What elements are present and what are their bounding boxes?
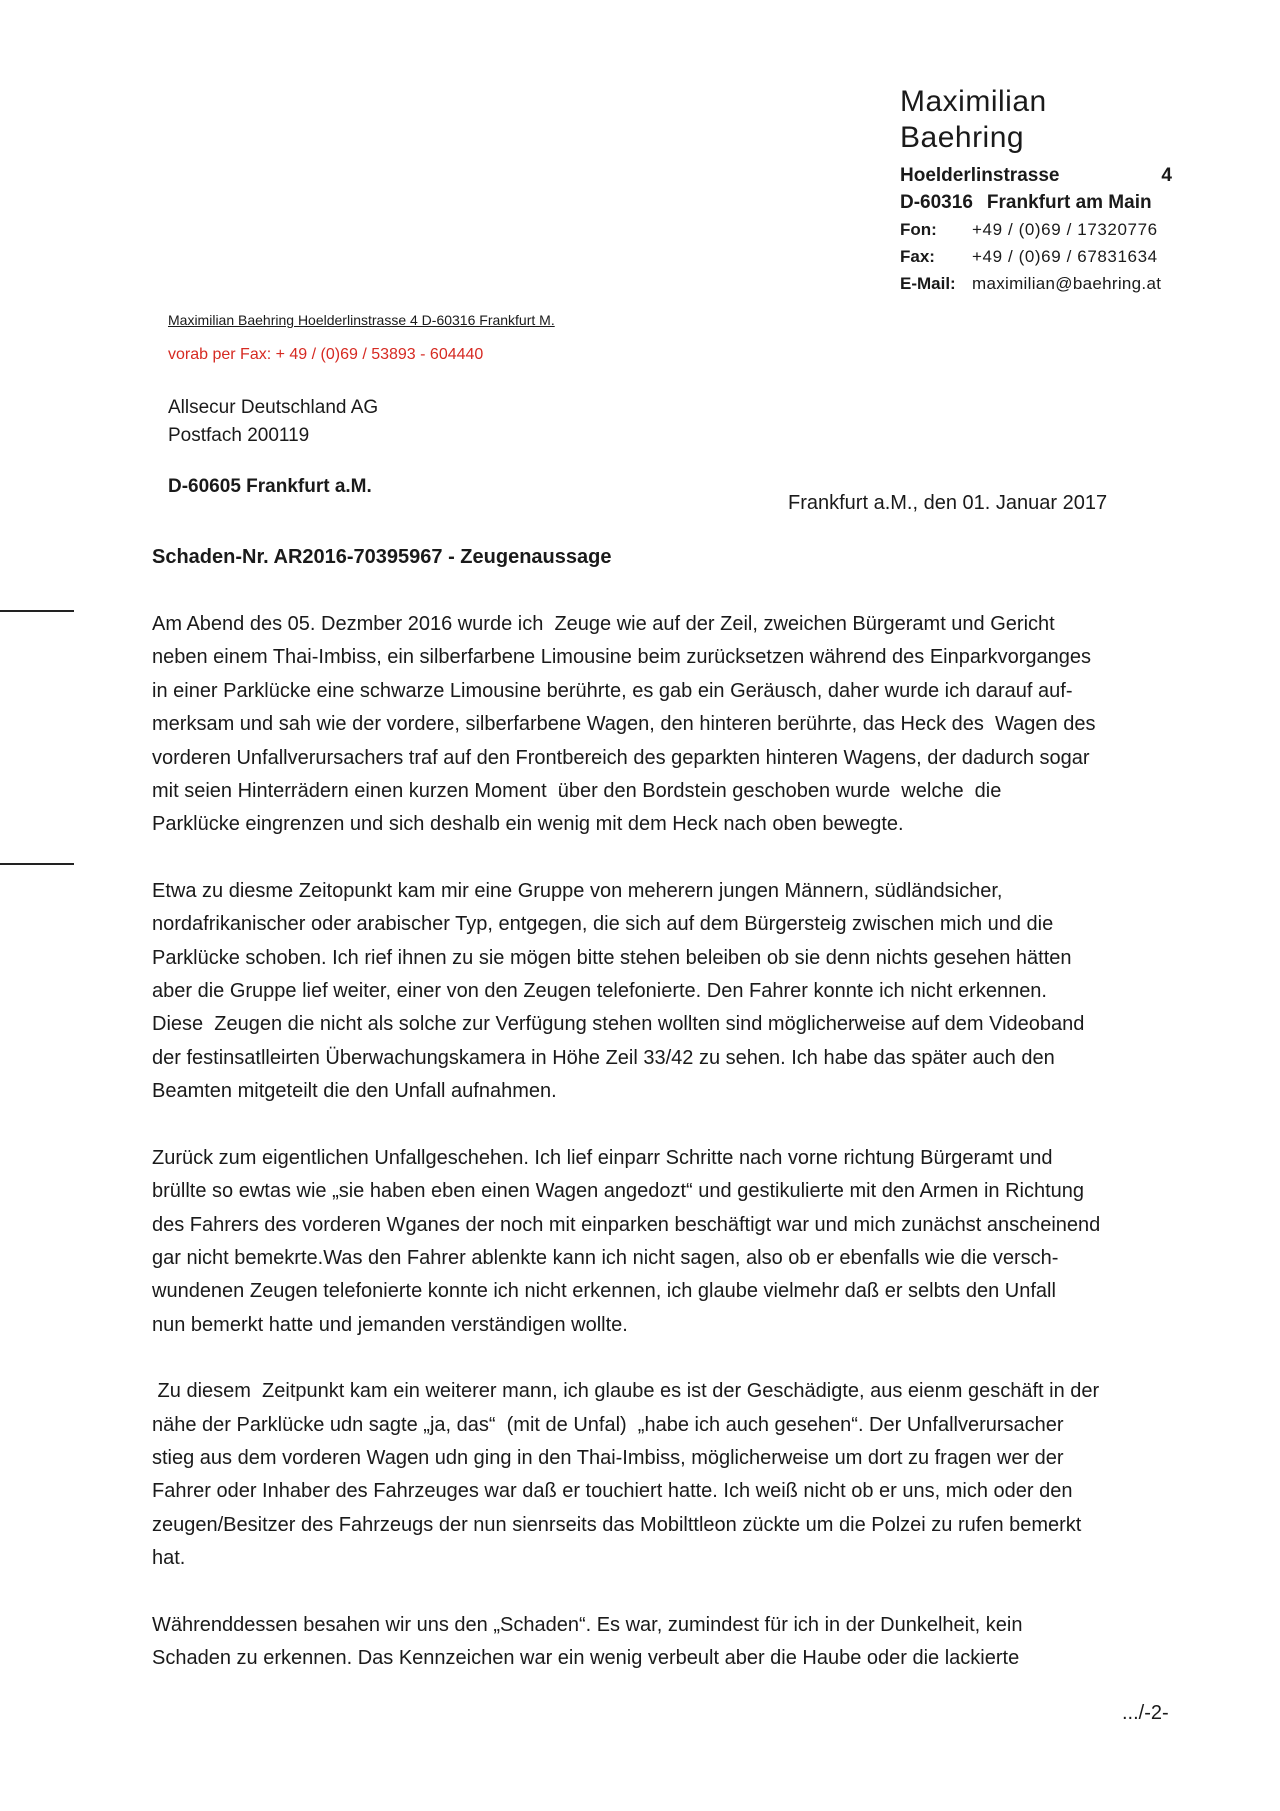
- paragraph-line: Am Abend des 05. Dezmber 2016 wurde ich Zeuge wie auf der Zeil, zweichen Bürgeramt und Gericht: [152, 613, 1055, 635]
- sender-street-row: [900, 162, 1172, 189]
- fax-number: +49 / (0)69 / 67831634: [972, 247, 1158, 266]
- subject-line: Schaden-Nr. AR2016-70395967 - Zeugenaussage: [152, 546, 612, 568]
- body-paragraph: [152, 1375, 1182, 1575]
- paragraph-line: Zu diesem Zeitpunkt kam ein weiterer mann, ich glaube es ist der Geschädigte, aus eienm geschäft in der: [152, 1380, 1100, 1403]
- paragraph-line: Parklücke schoben. Ich rief ihnen zu sie mögen bitte stehen beleiben ob sie denn nichts gesehen hätten: [152, 946, 1072, 969]
- paragraph-line: brüllte so ewtas wie „sie haben eben einen Wagen angedozt“ und gestikulierte mit den Armen in Richtung: [152, 1180, 1085, 1203]
- fold-mark-top: [0, 610, 74, 612]
- paragraph-line: Schaden zu erkennen. Das Kennzeichen war ein wenig verbeult aber die Haube oder die lackierte: [152, 1646, 1020, 1669]
- paragraph-line: Zurück zum eigentlichen Unfallgeschehen. Ich lief einparr Schritte nach vorne richtung Bürgeramt und: [152, 1146, 1053, 1169]
- paragraph-line: zeugen/Besitzer des Fahrzeugs der nun sienrseits das Mobilttleon zückte um die Polzei zu rufen bemerkt: [152, 1513, 1082, 1536]
- paragraph-line: vorderen Unfallverursachers traf auf den Frontbereich des geparkten hinteren Wagens, der dadurch sogar: [152, 746, 1090, 769]
- return-address-line: Maximilian Baehring Hoelderlinstrasse 4 D-60316 Frankfurt M.: [168, 312, 555, 328]
- paragraph-line: Etwa zu diesme Zeitopunkt kam mir eine Gruppe von meherern jungen Männern, südländsicher,: [152, 879, 1003, 902]
- paragraph-line: nun bemerkt hatte und jemanden verständigen wollte.: [152, 1313, 628, 1336]
- paragraph-line: nähe der Parklücke udn sagte „ja, das“ (mit de Unfal) „habe ich auch gesehen“. Der Unfallverursacher: [152, 1413, 1064, 1436]
- recipient-po-box: Postfach 200119: [168, 425, 310, 446]
- sender-street: Hoelderlinstrasse: [900, 165, 1060, 186]
- paragraph-line: hat.: [152, 1547, 186, 1570]
- paragraph-line: neben einem Thai-Imbiss, ein silberfarbene Limousine beim zurücksetzen während des Einparkvorganges: [152, 646, 1092, 669]
- email-label: E-Mail:: [900, 274, 956, 293]
- paragraph-line: in einer Parklücke eine schwarze Limousine berührte, es gab ein Geräusch, daher wurde ich darauf auf-: [152, 679, 1073, 702]
- recipient-city: D-60605 Frankfurt a.M.: [168, 476, 372, 497]
- paragraph-line: Diese Zeugen die nicht als solche zur Verfügung stehen wollten sind möglicherweise auf dem Videoband: [152, 1013, 1085, 1036]
- paragraph-line: des Fahrers des vorderen Wganes der noch mit einparken beschäftigt war und mich zunächst anscheinend: [152, 1213, 1101, 1236]
- recipient-address: [168, 394, 378, 450]
- body-paragraph: [152, 875, 1182, 1109]
- sender-postal-code: D-60316: [900, 192, 973, 213]
- paragraph-line: Währenddessen besahen wir uns den „Schaden“. Es war, zumindest für ich in der Dunkelheit, kein: [152, 1613, 1023, 1636]
- date-line: Frankfurt a.M., den 01. Januar 2017: [788, 492, 1108, 514]
- sender-city-row: [900, 189, 1172, 216]
- letterhead: [900, 84, 1172, 297]
- phone-label: Fon:: [900, 220, 937, 239]
- phone-number: +49 / (0)69 / 17320776: [972, 220, 1158, 239]
- letter-body: [152, 608, 1182, 1675]
- paragraph-line: Parklücke eingrenzen und sich deshalb ein wenig mit dem Heck nach oben bewegte.: [152, 813, 904, 836]
- paragraph-line: stieg aus dem vorderen Wagen udn ging in den Thai-Imbiss, möglicherweise um dort zu fragen wer der: [152, 1446, 1064, 1469]
- sender-phone-row: [900, 216, 1172, 243]
- fax-label: Fax:: [900, 247, 935, 266]
- paragraph-line: merksam und sah wie der vordere, silberfarbene Wagen, den hinteren berührte, das Heck des Wagen des: [152, 713, 1096, 736]
- sender-fax-row: [900, 243, 1172, 270]
- recipient-company: Allsecur Deutschland AG: [168, 397, 379, 418]
- paragraph-line: gar nicht bemekrte.Was den Fahrer ablenkte kann ich nicht sagen, also ob er ebenfalls wie die versch-: [152, 1246, 1059, 1269]
- sender-name: Maximilian Baehring: [900, 85, 1047, 154]
- paragraph-line: nordafrikanischer oder arabischer Typ, entgegen, die sich auf dem Bürgersteig zwischen mich und die: [152, 913, 1054, 936]
- paragraph-line: aber die Gruppe lief weiter, einer von den Zeugen telefonierte. Den Fahrer konnte ich nicht erkennen.: [152, 980, 1047, 1003]
- sender-city: Frankfurt am Main: [986, 192, 1152, 213]
- paragraph-line: der festinsatlleirten Überwachungskamera in Höhe Zeil 33/42 zu sehen. Ich habe das später auch den: [152, 1046, 1055, 1069]
- body-paragraph: [152, 1609, 1182, 1676]
- page-indicator: .../-2-: [1122, 1702, 1169, 1724]
- sender-house-number: 4: [1161, 165, 1172, 186]
- sender-email-row: [900, 270, 1172, 297]
- body-paragraph: [152, 1142, 1182, 1342]
- paragraph-line: Beamten mitgeteilt die den Unfall aufnahmen.: [152, 1080, 557, 1103]
- email-address: maximilian@baehring.at: [972, 274, 1162, 293]
- paragraph-line: wundenen Zeugen telefonierte konnte ich nicht erkennen, ich glaube vielmehr daß er selbts den Unfall: [152, 1280, 1056, 1303]
- fax-notice: vorab per Fax: + 49 / (0)69 / 53893 - 604440: [168, 346, 484, 363]
- fold-mark-middle: [0, 863, 74, 865]
- paragraph-line: mit seien Hinterrädern einen kurzen Moment über den Bordstein geschoben wurde welche die: [152, 780, 1002, 803]
- paragraph-line: Fahrer oder Inhaber des Fahrzeuges war daß er touchiert hatte. Ich weiß nicht ob er uns, mich oder den: [152, 1480, 1073, 1503]
- body-paragraph: [152, 608, 1182, 842]
